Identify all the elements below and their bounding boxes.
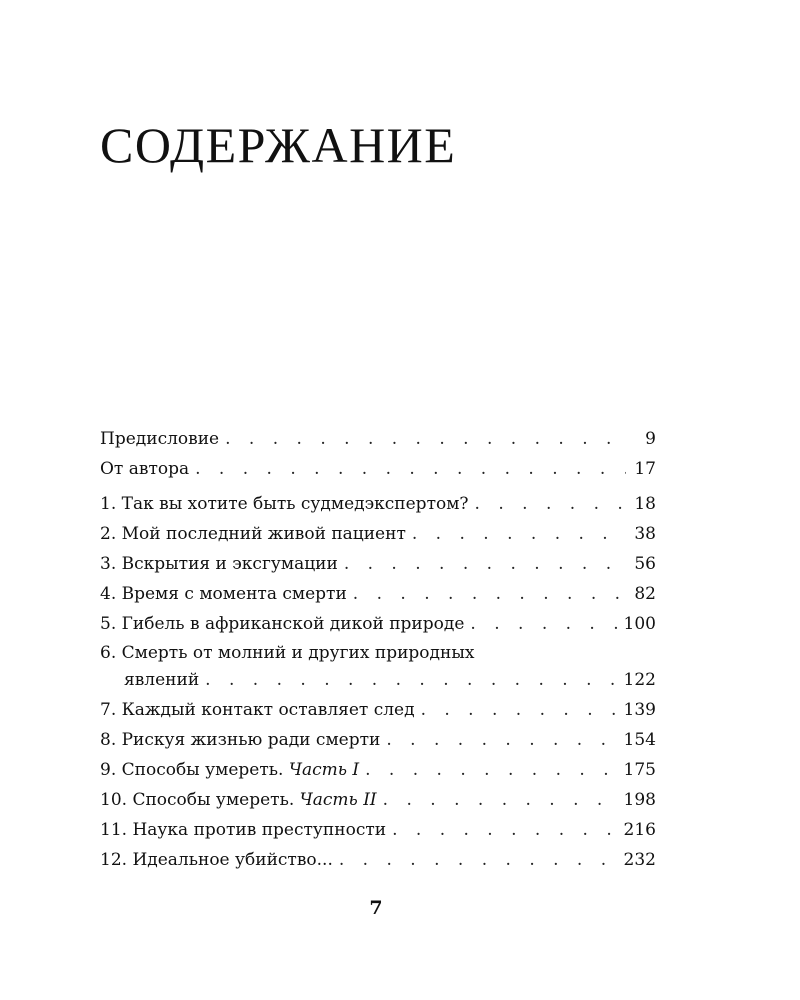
toc-page-number: 122 <box>623 670 656 690</box>
page-number: 7 <box>369 897 383 919</box>
toc-entry-title: 3. Вскрытия и эксгумации <box>100 554 338 574</box>
toc-entry-chapter-11[interactable] <box>100 815 656 845</box>
toc-entry-part: Часть I <box>288 760 360 780</box>
toc-page-number: 216 <box>623 820 656 840</box>
toc-entry-chapter-9[interactable] <box>100 755 656 785</box>
toc-entry-title: 1. Так вы хотите быть судмедэкспертом? <box>100 494 469 514</box>
toc-entry-chapter-7[interactable] <box>100 695 656 725</box>
toc-entry-chapter-2[interactable] <box>100 519 656 549</box>
toc-entry-preface[interactable] <box>100 424 656 454</box>
toc-entry-title: 12. Идеальное убийство... <box>100 850 333 870</box>
toc-entry-chapter-5[interactable] <box>100 609 656 639</box>
page-title: СОДЕРЖАНИЕ <box>100 117 457 173</box>
toc-entry-title: 9. Способы умереть. <box>100 760 284 780</box>
toc-entry-title: 11. Наука против преступности <box>100 820 387 840</box>
toc-entry-title: От автора <box>100 459 190 479</box>
dot-leader <box>365 755 619 785</box>
dot-leader <box>421 695 620 725</box>
toc-entry-chapter-6[interactable] <box>100 639 656 695</box>
dot-leader <box>195 454 626 484</box>
toc-entry-title: 10. Способы умереть. <box>100 790 295 810</box>
dot-leader <box>392 815 619 845</box>
toc-page-number: 38 <box>634 524 656 544</box>
dot-leader <box>344 549 626 579</box>
dot-leader <box>339 845 620 875</box>
toc-entry-from-author[interactable] <box>100 454 656 484</box>
toc-entry-chapter-1[interactable] <box>100 489 656 519</box>
toc-entry-part: Часть II <box>299 790 377 810</box>
toc-entry-title: 2. Мой последний живой пациент <box>100 524 406 544</box>
toc-entry-chapter-3[interactable] <box>100 549 656 579</box>
toc-entry-title: 8. Рискуя жизнью ради смерти <box>100 730 381 750</box>
dot-leader <box>475 489 626 519</box>
toc-page-number: 175 <box>623 760 656 780</box>
dot-leader <box>353 579 626 609</box>
toc-entry-title: Предисловие <box>100 429 220 449</box>
dot-leader <box>383 785 620 815</box>
toc-page-number: 232 <box>623 850 656 870</box>
table-of-contents <box>100 424 656 875</box>
toc-entry-chapter-10[interactable] <box>100 785 656 815</box>
toc-page-number: 100 <box>623 614 656 634</box>
toc-page-number: 82 <box>634 584 656 604</box>
toc-page-number: 56 <box>634 554 656 574</box>
dot-leader <box>225 424 626 454</box>
dot-leader <box>205 665 619 695</box>
toc-entry-title: 7. Каждый контакт оставляет след <box>100 700 415 720</box>
toc-entry-title: 4. Время с момента смерти <box>100 584 347 604</box>
toc-page-number: 18 <box>634 494 656 514</box>
toc-page-number: 198 <box>623 790 656 810</box>
toc-entry-title: 6. Смерть от молний и других природных <box>100 643 475 663</box>
dot-leader <box>470 609 619 639</box>
toc-entry-chapter-4[interactable] <box>100 579 656 609</box>
toc-entry-title-continuation: явлений <box>124 670 200 690</box>
toc-page-number: 154 <box>623 730 656 750</box>
toc-entry-chapter-8[interactable] <box>100 725 656 755</box>
dot-leader <box>386 725 619 755</box>
toc-entry-chapter-12[interactable] <box>100 845 656 875</box>
toc-entry-title: 5. Гибель в африканской дикой природе <box>100 614 465 634</box>
dot-leader <box>412 519 626 549</box>
toc-page-number: 9 <box>645 429 656 449</box>
toc-page-number: 17 <box>634 459 656 479</box>
toc-page-number: 139 <box>623 700 656 720</box>
